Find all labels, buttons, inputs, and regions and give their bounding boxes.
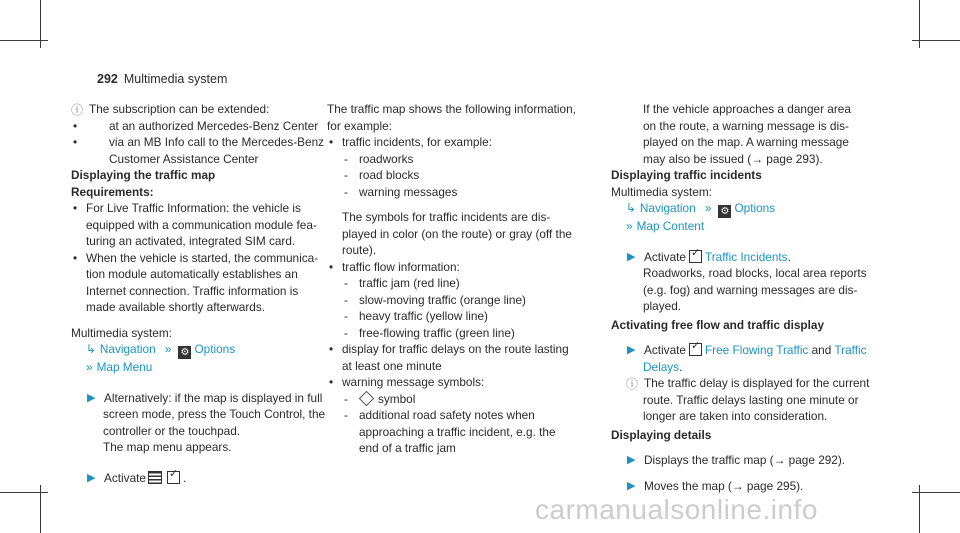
crop-mark	[912, 40, 960, 41]
info-icon: ⓘ	[71, 103, 84, 117]
sub-item: - heavy traffic (yellow line)	[327, 308, 602, 325]
link-options[interactable]: Options	[194, 342, 236, 356]
sub-item: - slow-moving traffic (orange line)	[327, 292, 602, 309]
menu-path-2	[71, 359, 346, 376]
sub-item-cont: approaching a traffic incident, e.g. the	[359, 424, 556, 439]
info-note: ⓘ The subscription can be extended:	[71, 102, 270, 117]
paragraph: The traffic map shows the following information,	[327, 102, 576, 116]
step-arrow-icon: ▶	[627, 344, 636, 356]
list-item: • warning message symbols:	[327, 374, 602, 391]
system-label: Multimedia system:	[71, 325, 172, 340]
sub-item: - roadworks	[327, 151, 602, 168]
list-item-cont: tion module automatically establishes an	[86, 267, 298, 281]
step: ▶ Moves the map (→ page 295).	[627, 478, 804, 493]
paragraph: played in color (on the route) or gray (off the	[342, 226, 572, 241]
return-arrow-icon: ↳	[86, 342, 96, 356]
link-navigation[interactable]: Navigation	[639, 201, 696, 215]
spacer	[611, 469, 886, 478]
double-chevron-icon: »	[704, 201, 712, 215]
list-item-cont: made available shortly afterwards.	[86, 300, 266, 314]
column-1	[71, 101, 346, 486]
link-map-content[interactable]: Map Content	[636, 219, 705, 233]
list-item-cont: Customer Assistance Center	[109, 151, 259, 166]
double-chevron-icon: »	[626, 219, 633, 233]
sub-item: - road blocks	[327, 167, 602, 184]
paragraph: for example:	[327, 118, 392, 133]
options-icon: ⚙	[718, 205, 731, 218]
info-icon: ⓘ	[626, 377, 639, 391]
section-heading: Displaying the traffic map	[71, 168, 216, 182]
list-item: • at an authorized Mercedes-Benz Center	[71, 118, 346, 135]
spacer	[71, 316, 346, 325]
info-note: ⓘ The traffic delay is displayed for the current	[626, 376, 870, 391]
step-cont: screen mode, press the Touch Control, the	[103, 407, 326, 421]
column-3	[611, 101, 886, 494]
list-item-cont: equipped with a communication module fea-	[86, 217, 317, 232]
section-heading: Displaying details	[611, 427, 712, 442]
step-cont: Delays.	[643, 359, 683, 374]
menu-path	[71, 341, 346, 359]
step-arrow-icon: ▶	[87, 391, 96, 404]
options-icon: ⚙	[178, 346, 191, 359]
info-cont: route. Traffic delays lasting one minute or	[643, 392, 859, 407]
step-cont: The map menu appears.	[103, 440, 232, 454]
list-item: • When the vehicle is started, the communica-	[71, 250, 346, 267]
step-cont: Roadworks, road blocks, local area reports	[643, 266, 867, 280]
sub-item: - symbol	[327, 391, 602, 408]
link-map-menu[interactable]: Map Menu	[96, 360, 153, 374]
sub-item: - additional road safety notes when	[327, 407, 602, 424]
checkbox-icon: ✓	[689, 343, 702, 356]
paragraph: The symbols for traffic incidents are dis-	[342, 210, 551, 224]
crop-mark	[912, 492, 960, 493]
link-options[interactable]: Options	[734, 201, 776, 215]
column-2	[327, 101, 602, 457]
menu-path-2	[611, 218, 886, 235]
checkbox-icon: ✓	[689, 250, 702, 263]
link-traffic-incidents[interactable]: Traffic Incidents	[704, 249, 788, 264]
requirements-heading: Requirements:	[71, 184, 154, 199]
watermark: carmanualsonline.info	[535, 494, 818, 525]
link-traffic-delays[interactable]: Traffic	[834, 343, 867, 357]
step: ▶ Activate ✓ .	[87, 467, 187, 485]
page-number: 292	[97, 72, 118, 86]
double-chevron-icon: »	[86, 360, 93, 374]
step-cont: controller or the touchpad.	[103, 423, 241, 438]
warning-diamond-icon	[359, 390, 375, 406]
spacer	[327, 200, 602, 209]
checkbox-icon: ✓	[167, 471, 180, 484]
step: ▶ Alternatively: if the map is displayed in full	[87, 390, 323, 405]
link-navigation[interactable]: Navigation	[99, 342, 156, 356]
step-arrow-icon: ▶	[87, 471, 96, 484]
list-item: • traffic flow information:	[327, 259, 602, 276]
link-free-flowing-traffic[interactable]: Free Flowing Traffic	[704, 343, 809, 357]
sub-item: - warning messages	[327, 184, 602, 201]
page-header	[97, 71, 227, 88]
step-arrow-icon: ▶	[627, 479, 636, 492]
list-item: • via an MB Info call to the Mercedes-Benz	[71, 134, 346, 151]
step-arrow-icon: ▶	[627, 250, 636, 263]
spacer	[611, 235, 886, 249]
step-cont: played on the map. A warning message	[643, 135, 849, 149]
step-cont: If the vehicle approaches a danger area	[643, 102, 851, 116]
section-title: Multimedia system	[123, 72, 228, 86]
traffic-layer-icon	[148, 471, 162, 484]
system-label: Multimedia system:	[611, 184, 712, 199]
list-item-cont: at least one minute	[342, 358, 442, 373]
sub-item: - traffic jam (red line)	[327, 275, 602, 292]
spacer	[71, 376, 346, 390]
step-cont: may also be issued (→ page 293).	[643, 151, 823, 166]
section-heading: Activating free flow and traffic display	[611, 317, 825, 332]
list-item: • display for traffic delays on the route lasting	[327, 341, 602, 358]
step: ▶ Activate ✓ Traffic Incidents.	[627, 246, 791, 264]
step-cont: played.	[643, 299, 682, 313]
menu-path	[611, 200, 886, 218]
section-heading: Displaying traffic incidents	[611, 168, 762, 182]
step-cont: on the route, a warning message is dis-	[643, 118, 849, 133]
sub-item: - free-flowing traffic (green line)	[327, 325, 602, 342]
spacer	[611, 443, 886, 452]
return-arrow-icon: ↳	[626, 201, 636, 215]
sub-item-cont: end of a traffic jam	[359, 441, 456, 455]
step-arrow-icon: ▶	[627, 454, 636, 466]
list-item-cont: Internet connection. Traffic information is	[86, 283, 299, 298]
info-cont: longer are taken into consideration.	[643, 409, 828, 423]
crop-mark	[0, 40, 48, 41]
list-item-cont: turing an activated, integrated SIM card.	[86, 234, 296, 248]
step: ▶ Activate ✓ Free Flowing Traffic and Traffic	[627, 340, 867, 357]
list-item: • traffic incidents, for example:	[327, 134, 602, 151]
spacer	[611, 333, 886, 342]
step-cont: (e.g. fog) and warning messages are dis-	[643, 282, 858, 297]
list-item: • For Live Traffic Information: the vehicle is	[71, 200, 346, 217]
step: ▶ Displays the traffic map (→ page 292).	[627, 453, 846, 467]
link-traffic-delays-cont[interactable]: Delays	[643, 359, 680, 374]
double-chevron-icon: »	[164, 342, 172, 356]
paragraph: route).	[342, 243, 377, 257]
crop-mark	[0, 492, 48, 493]
spacer	[71, 456, 346, 470]
